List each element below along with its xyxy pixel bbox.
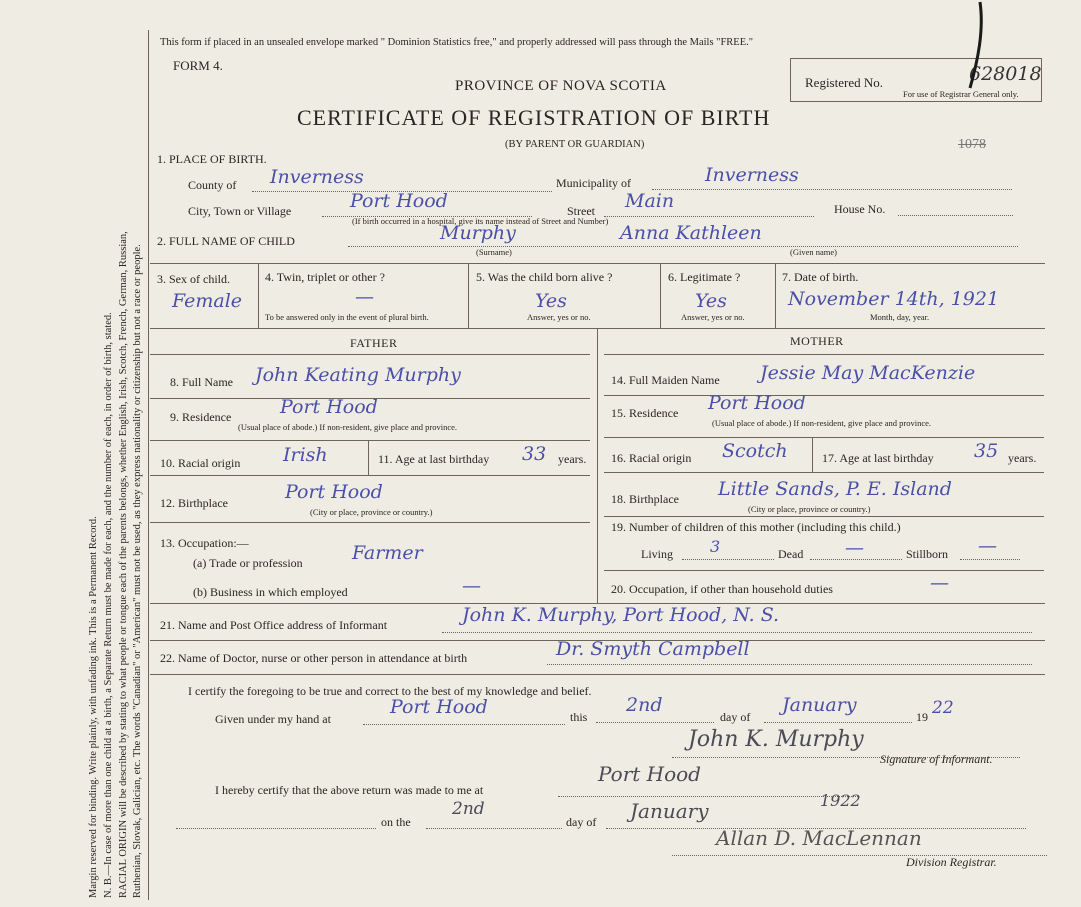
given-month: January [782,694,857,716]
father-birthplace: Port Hood [285,481,383,503]
municipality-value: Inverness [705,164,799,186]
registrar-place: Port Hood [598,762,701,786]
province-title: PROVINCE OF NOVA SCOTIA [455,78,667,94]
father-birthplace-label: 12. Birthplace [160,496,228,510]
father-residence-note: (Usual place of abode.) If non-resident, give place and province. [238,422,458,432]
given-dayof-label: day of [720,710,751,724]
twin-label: 4. Twin, triplet or other ? [265,270,385,284]
dead-label: Dead [778,547,804,561]
mail-notice: This form if placed in an unsealed envelope marked " Dominion Statistics free," and properly addressed will pass through the Mails "FREE." [160,37,754,48]
mother-residence: Port Hood [708,392,806,414]
mother-birthplace-note: (City or place, province or country.) [748,504,871,514]
living-value: 3 [710,537,721,556]
child-surname: Murphy [440,222,516,244]
municipality-label: Municipality of [556,176,631,190]
surname-note: (Surname) [476,247,512,257]
form-number: FORM 4. [173,58,223,73]
division-registrar-label: Division Registrar. [906,855,997,869]
informant-signature: John K. Murphy [688,727,864,752]
registered-label: Registered No. [805,75,883,90]
registered-number: 628018 [969,63,1042,85]
mother-years: years. [1008,451,1037,465]
city-label: City, Town or Village [188,204,292,218]
alive-note: Answer, yes or no. [527,312,591,322]
hospital-note: (If birth occurred in a hospital, give its name instead of Street and Number) [352,216,609,226]
father-years: years. [558,452,587,466]
reference-number: 1078 [958,137,986,152]
street-label: Street [567,204,595,218]
father-trade-label: (a) Trade or profession [193,556,303,570]
street-value: Main [625,190,675,212]
legitimate-value: Yes [695,290,727,312]
given-day: 2nd [626,694,663,716]
pen-stroke [940,0,1000,95]
county-value: Inverness [270,166,364,188]
legitimate-note: Answer, yes or no. [681,312,745,322]
father-age: 33 [522,443,547,465]
given-label: Given under my hand at [215,712,331,726]
twin-value: — [355,286,374,308]
mother-birthplace-label: 18. Birthplace [611,492,679,506]
mother-name: Jessie May MacKenzie [760,362,976,384]
legitimate-label: 6. Legitimate ? [668,270,741,284]
mother-racial-label: 16. Racial origin [611,451,692,465]
signature-informant-label: Signature of Informant. [880,752,993,766]
registrar-signature: Allan D. MacLennan [716,826,922,850]
margin-note-4: Ruthenian, Slovak, Galician, etc. The words "Canadian" or "American" must not be used, as they express nationality or citizenship but not a race or people. [132,244,143,898]
certificate-subtitle: (BY PARENT OR GUARDIAN) [505,139,645,150]
father-name: John Keating Murphy [255,364,461,386]
father-trade: Farmer [352,542,423,564]
certify-text: I certify the foregoing to be true and correct to the best of my knowledge and belief. [188,684,592,698]
mother-children-label: 19. Number of children of this mother (including this child.) [611,520,901,534]
mother-racial: Scotch [722,440,788,462]
mother-age: 35 [974,440,999,462]
father-occupation-label: 13. Occupation:— [160,536,249,550]
date-label: 7. Date of birth. [782,270,859,284]
city-value: Port Hood [350,190,448,212]
father-residence-label: 9. Residence [170,410,232,424]
given-year: 22 [932,698,954,718]
mother-birthplace: Little Sands, P. E. Island [718,478,952,500]
county-label: County of [188,178,237,192]
given-year-print: 19 [916,710,928,724]
sex-label: 3. Sex of child. [157,272,230,286]
sex-value: Female [172,290,243,312]
certificate-title: CERTIFICATE OF REGISTRATION OF BIRTH [297,105,771,130]
doctor-value: Dr. Smyth Campbell [556,638,750,660]
margin-note-3: RACIAL ORIGIN will be described by stating to what people or tongue each of the parents belongs, whether English, Irish, Scotch, French, German, Russian, [118,231,129,898]
mother-name-label: 14. Full Maiden Name [611,373,720,387]
father-heading: FATHER [350,336,398,350]
registrar-year: 1922 [820,791,861,810]
registrar-month: January [630,799,709,823]
margin-note-1: Margin reserved for binding. Write plainly, with unfading ink. This is a Permanent Record. [88,516,99,898]
house-label: House No. [834,202,886,216]
place-heading: 1. PLACE OF BIRTH. [157,152,267,166]
date-note: Month, day, year. [870,312,930,322]
child-given-name: Anna Kathleen [620,222,762,244]
living-label: Living [641,547,673,561]
father-business: — [462,575,481,597]
alive-value: Yes [535,290,567,312]
mother-age-label: 17. Age at last birthday [822,451,934,465]
mother-occupation: — [930,572,949,594]
on-the-label: on the [381,815,411,829]
child-name-label: 2. FULL NAME OF CHILD [157,234,295,248]
margin-note-2: N. B.—In case of more than one child at a birth, a Separate Return must be made for each, and the number of each, in order of birth, stated. [103,312,114,898]
father-residence: Port Hood [280,396,378,418]
this-label: this [570,710,588,724]
mother-residence-label: 15. Residence [611,406,679,420]
registrar-dayof-label: day of [566,815,597,829]
mother-residence-note: (Usual place of abode.) If non-resident, give place and province. [712,418,932,428]
dead-value: — [845,537,864,559]
father-business-label: (b) Business in which employed [193,585,348,599]
registrar-note: For use of Registrar General only. [903,89,1019,99]
informant-value: John K. Murphy, Port Hood, N. S. [462,604,780,626]
father-racial: Irish [283,444,328,466]
given-note: (Given name) [790,247,837,257]
given-place: Port Hood [390,696,488,718]
father-birthplace-note: (City or place, province or country.) [310,507,433,517]
father-racial-label: 10. Racial origin [160,456,241,470]
doctor-label: 22. Name of Doctor, nurse or other person in attendance at birth [160,651,468,665]
twin-note: To be answered only in the event of plural birth. [265,312,429,322]
alive-label: 5. Was the child born alive ? [476,270,613,284]
registrar-day: 2nd [452,799,485,819]
registration-box [790,58,1042,102]
informant-label: 21. Name and Post Office address of Informant [160,618,388,632]
father-name-label: 8. Full Name [170,375,233,389]
stillborn-label: Stillborn [906,547,949,561]
stillborn-value: — [978,535,997,557]
registrar-text: I hereby certify that the above return was made to me at [215,783,484,797]
date-value: November 14th, 1921 [788,288,1000,310]
mother-heading: MOTHER [790,334,844,348]
father-age-label: 11. Age at last birthday [378,452,490,466]
mother-occupation-label: 20. Occupation, if other than household duties [611,582,833,596]
